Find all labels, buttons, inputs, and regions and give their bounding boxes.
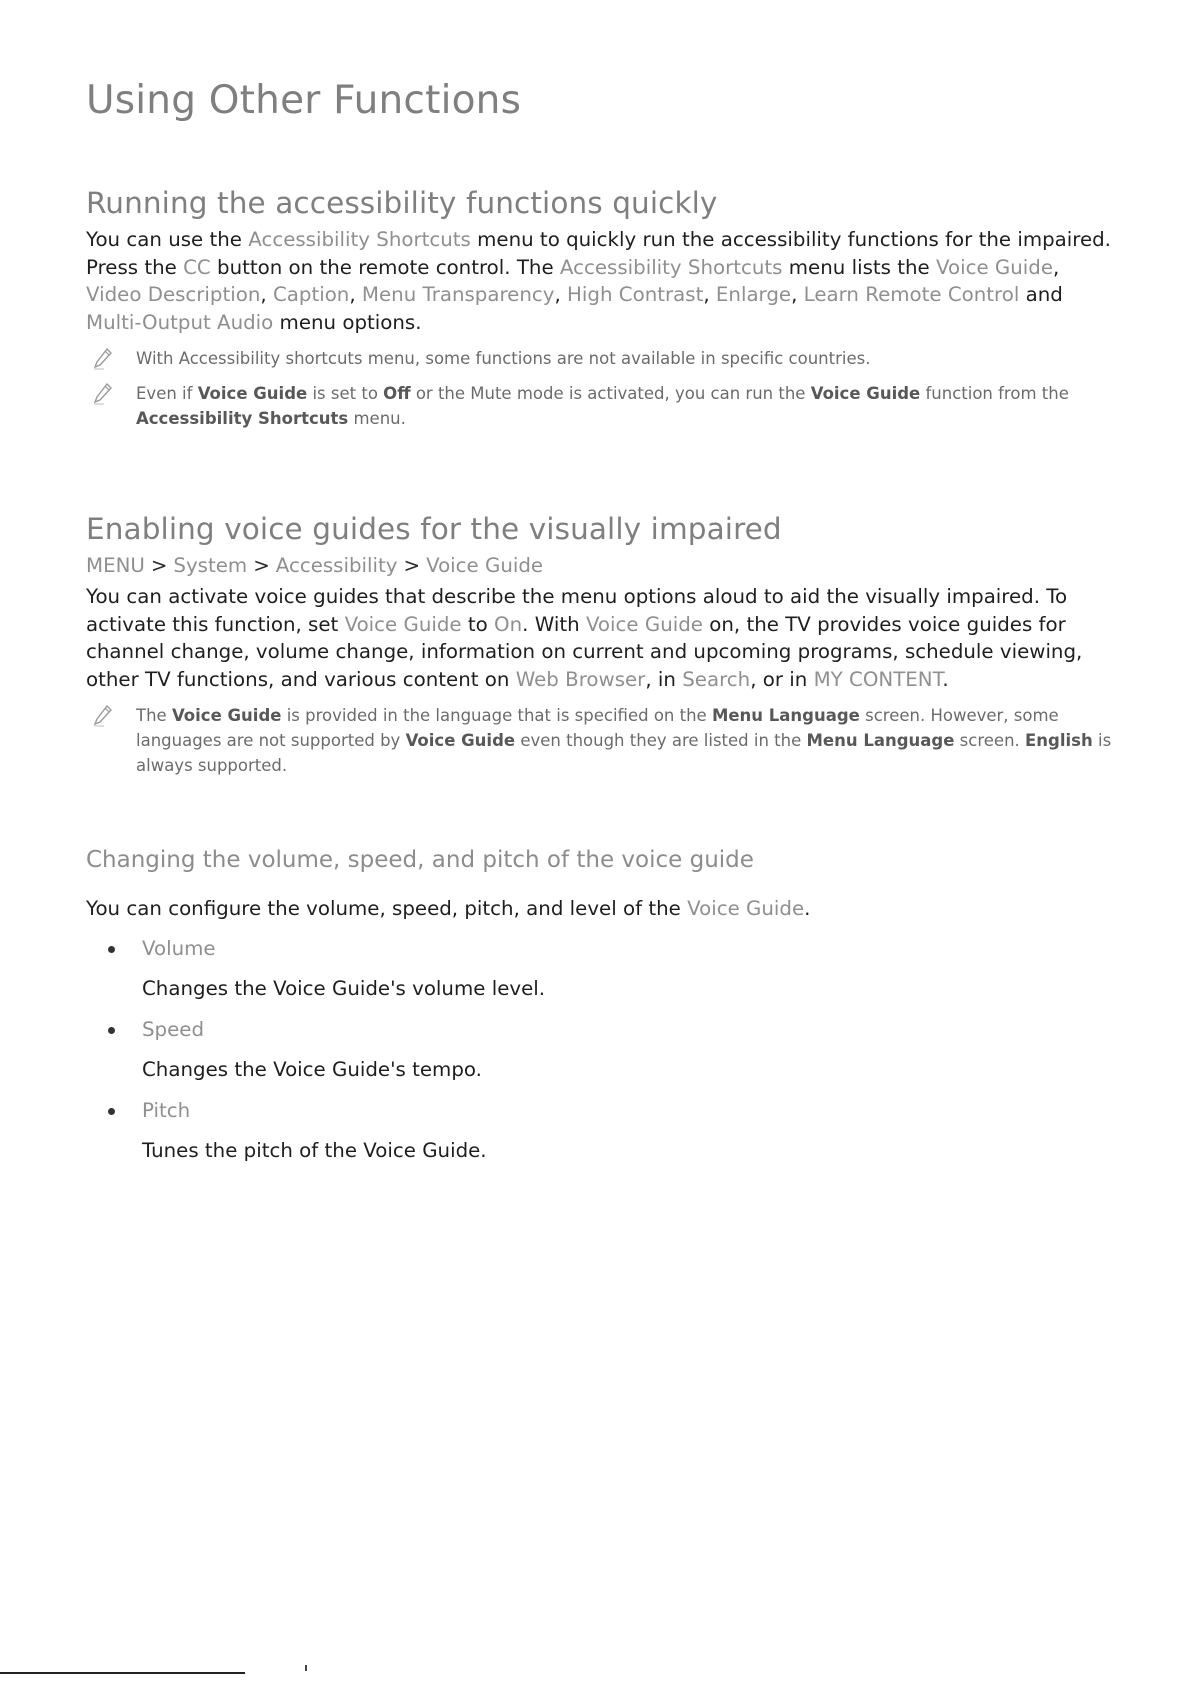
section-accessibility-shortcuts bbox=[86, 186, 1116, 431]
note bbox=[86, 346, 1116, 371]
breadcrumb-item: MENU bbox=[86, 554, 145, 577]
text-run: . bbox=[804, 897, 811, 920]
text-run: , bbox=[1053, 255, 1060, 279]
highlight-term: Learn Remote Control bbox=[803, 283, 1020, 306]
breadcrumb-item: Accessibility bbox=[275, 554, 398, 577]
list-item-description: Changes the Voice Guide's volume level. bbox=[142, 976, 546, 1000]
breadcrumb-separator: > bbox=[403, 554, 421, 577]
bullet-icon bbox=[108, 946, 115, 953]
text-run: You can use the bbox=[86, 228, 249, 251]
note bbox=[86, 703, 1116, 778]
breadcrumb-item: System bbox=[173, 554, 248, 577]
text-run: button on the remote control. The bbox=[210, 255, 560, 279]
text-run: , bbox=[791, 283, 804, 306]
text-run: menu to quickly run the accessibility functions for the impaired. Press the bbox=[86, 228, 1111, 279]
breadcrumb bbox=[86, 554, 1116, 577]
bold-term: Off bbox=[383, 384, 411, 403]
note-text: With Accessibility shortcuts menu, some functions are not available in specific countries. bbox=[136, 349, 871, 368]
text-run: . bbox=[942, 667, 949, 691]
text-run: or the Mute mode is activated, you can run the bbox=[410, 384, 811, 403]
text-run: , in bbox=[645, 667, 683, 691]
text-run: You can configure the volume, speed, pitch, and level of the bbox=[86, 897, 688, 920]
bold-term: English bbox=[1025, 731, 1093, 750]
text-run: menu options. bbox=[273, 310, 422, 334]
pencil-note-icon bbox=[92, 347, 114, 371]
bold-term: Menu Language bbox=[806, 731, 955, 750]
list-item-title: Pitch bbox=[142, 1098, 191, 1122]
list-item bbox=[86, 1016, 1116, 1083]
text-run: and bbox=[1019, 283, 1063, 306]
bold-term: Voice Guide bbox=[197, 384, 308, 403]
text-run: menu. bbox=[348, 409, 406, 428]
highlight-term: CC bbox=[183, 255, 211, 279]
text-run: is provided in the language that is specified on the bbox=[281, 706, 712, 725]
section-voice-guides bbox=[86, 512, 1116, 778]
list-item-title: Volume bbox=[142, 936, 216, 960]
bullet-icon bbox=[108, 1108, 115, 1115]
list-item bbox=[86, 935, 1116, 1002]
text-run: Even if bbox=[136, 384, 198, 403]
section-paragraph bbox=[86, 226, 1116, 336]
text-run: screen. bbox=[954, 731, 1026, 750]
page-title: Using Other Functions bbox=[86, 78, 522, 123]
text-run: function from the bbox=[920, 384, 1069, 403]
breadcrumb-separator: > bbox=[150, 554, 168, 577]
highlight-term: Accessibility Shortcuts bbox=[559, 255, 783, 279]
highlight-term: Voice Guide bbox=[585, 612, 703, 636]
pencil-note-icon bbox=[92, 382, 114, 406]
bold-term: Voice Guide bbox=[171, 706, 282, 725]
text-run: , bbox=[554, 283, 568, 306]
highlight-term: Video Description bbox=[86, 283, 261, 306]
text-run: on, the TV provides voice guides for channel change, volume change, information on current and upcoming programs, schedule viewing, other TV functions, and various content on bbox=[86, 612, 1083, 691]
section-voice-guide-settings bbox=[86, 847, 1116, 1178]
text-run: You can activate voice guides that describe the menu options aloud to aid the visually impaired. To activate this function, set bbox=[86, 585, 1068, 636]
breadcrumb-item: Voice Guide bbox=[426, 554, 544, 577]
text-run: , bbox=[349, 283, 362, 306]
note bbox=[86, 381, 1116, 431]
text-run: is set to bbox=[307, 384, 384, 403]
section-heading: Enabling voice guides for the visually impaired bbox=[86, 512, 782, 546]
bold-term: Voice Guide bbox=[810, 384, 921, 403]
text-run: , or in bbox=[750, 667, 814, 691]
list-item-title: Speed bbox=[142, 1017, 205, 1041]
subsection-heading: Changing the volume, speed, and pitch of the voice guide bbox=[86, 847, 754, 873]
text-run: , bbox=[703, 283, 716, 306]
settings-list bbox=[86, 935, 1116, 1164]
footer-mark bbox=[305, 1665, 307, 1671]
text-run: The bbox=[136, 706, 172, 725]
highlight-term: On bbox=[494, 612, 523, 636]
bullet-icon bbox=[108, 1027, 115, 1034]
highlight-term: Search bbox=[682, 667, 751, 691]
breadcrumb-separator: > bbox=[253, 554, 270, 577]
highlight-term: High Contrast bbox=[567, 283, 704, 306]
text-run: menu lists the bbox=[782, 255, 936, 279]
bold-term: Menu Language bbox=[711, 706, 860, 725]
highlight-term: Caption bbox=[272, 283, 350, 306]
highlight-term: Voice Guide bbox=[936, 255, 1054, 279]
section-paragraph bbox=[86, 895, 1116, 923]
footer-rule bbox=[0, 1672, 245, 1674]
section-heading: Running the accessibility functions quickly bbox=[86, 186, 718, 220]
highlight-term: Voice Guide bbox=[687, 897, 805, 920]
bold-term: Accessibility Shortcuts bbox=[136, 409, 349, 428]
text-run: to bbox=[461, 612, 495, 636]
highlight-term: Multi-Output Audio bbox=[86, 310, 274, 334]
highlight-term: Menu Transparency bbox=[361, 283, 555, 306]
text-run: is always supported. bbox=[136, 731, 1112, 775]
text-run: even though they are listed in the bbox=[515, 731, 807, 750]
highlight-term: Enlarge bbox=[715, 283, 792, 306]
highlight-term: Accessibility Shortcuts bbox=[248, 228, 471, 251]
highlight-term: MY CONTENT bbox=[813, 667, 943, 691]
pencil-note-icon bbox=[92, 704, 114, 728]
text-run: . With bbox=[522, 612, 586, 636]
list-item bbox=[86, 1097, 1116, 1164]
text-run: screen. However, some languages are not supported by bbox=[136, 706, 1059, 750]
list-item-description: Tunes the pitch of the Voice Guide. bbox=[142, 1138, 487, 1162]
highlight-term: Voice Guide bbox=[344, 612, 462, 636]
text-run: , bbox=[260, 283, 273, 306]
bold-term: Voice Guide bbox=[405, 731, 516, 750]
highlight-term: Web Browser bbox=[515, 667, 646, 691]
section-paragraph bbox=[86, 583, 1116, 693]
list-item-description: Changes the Voice Guide's tempo. bbox=[142, 1057, 482, 1081]
